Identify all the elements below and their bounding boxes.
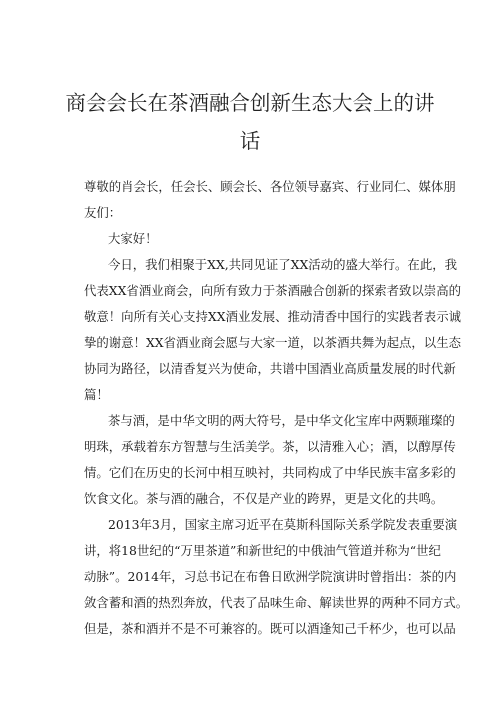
- paragraph-line: 茶与酒，是中华文明的两大符号，是中华文化宝库中两颗璀璨的: [108, 413, 455, 428]
- paragraph-line: 敬意！向所有关心支持XX酒业发展、推动清香中国行的实践者表示诚: [84, 309, 461, 324]
- paragraph-line: 篇！: [84, 387, 109, 402]
- paragraph-line: 敛含蓄和酒的热烈奔放，代表了品味生命、解读世界的两种不同方式。: [84, 595, 469, 610]
- paragraph-line: 讲，将18世纪的“万里茶道”和新世纪的中俄油气管道并称为“世纪: [84, 543, 441, 558]
- paragraph-line: 2013年3月，国家主席习近平在莫斯科国际关系学院发表重要演: [108, 517, 458, 532]
- paragraph-line: 今日，我们相聚于XX,共同见证了XX活动的盛大举行。在此，我: [108, 257, 457, 272]
- paragraph-line: 协同为路径，以清香复兴为使命，共谱中国酒业高质量发展的时代新: [84, 361, 456, 376]
- document-title-line-2: 话: [239, 129, 261, 153]
- salutation-line: 尊敬的肖会长，任会长、顾会长、各位领导嘉宾、行业同仁、媒体朋: [84, 179, 456, 194]
- paragraph-line: 但是，茶和酒并不是不可兼容的。既可以酒逢知己千杯少，也可以品: [84, 621, 456, 636]
- paragraph-line: 代表XX省酒业商会，向所有致力于茶酒融合创新的探索者致以崇高的: [84, 283, 461, 298]
- paragraph-line: 饮食文化。茶与酒的融合，不仅是产业的跨界，更是文化的共鸣。: [84, 491, 444, 506]
- paragraph-line: 动脉”。2014年，习总书记在布鲁日欧洲学院演讲时曾指出：茶的内: [84, 569, 457, 584]
- document-title-line-1: 商会会长在茶酒融合创新生态大会上的讲: [65, 91, 435, 115]
- paragraph-line: 挚的谢意！XX省酒业商会愿与大家一道，以茶酒共舞为起点，以生态: [84, 335, 461, 350]
- salutation-line: 友们：: [84, 205, 122, 220]
- paragraph-line: 明珠，承载着东方智慧与生活美学。茶，以清雅入心；酒，以醇厚传: [84, 439, 456, 454]
- paragraph-line: 情。它们在历史的长河中相互映衬，共同构成了中华民族丰富多彩的: [84, 465, 456, 480]
- greeting-line: 大家好！: [108, 231, 158, 246]
